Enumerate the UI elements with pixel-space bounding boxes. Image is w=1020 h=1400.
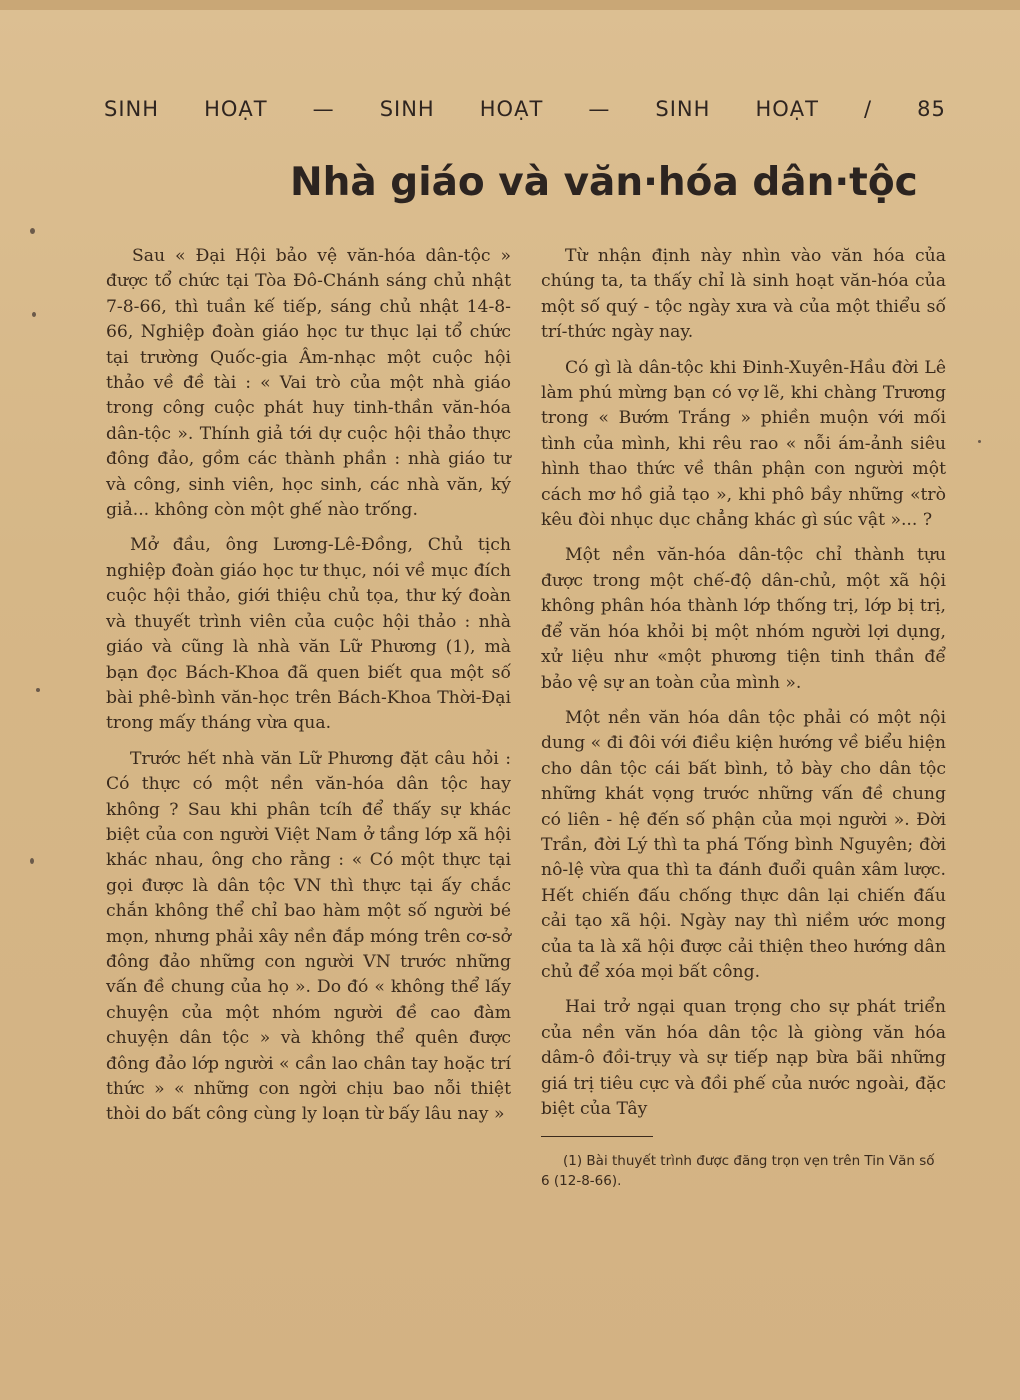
paragraph: Mở đầu, ông Lương-Lê-Đồng, Chủ tịch nghiệp đoàn giáo học tư thục, nói về mục đích cuộc hội thảo, giới thiệu chủ tọa, thư ký đoàn và thuyết trình viên của cuộc hội thảo : nhà giáo và cũng là nhà văn Lữ Phương (1), mà bạn đọc Bách-Khoa đã quen biết qua một số bài phê-bình văn-học trên Bách-Khoa Thời-Đại trong mấy tháng vừa qua.: [106, 535, 511, 734]
header-word: HOẠT: [479, 97, 544, 121]
paragraph: Có gì là dân-tộc khi Đinh-Xuyên-Hầu đời Lê làm phú mừng bạn có vợ lẽ, khi chàng Trương trong « Bướm Trắng » phiền muộn với mối tình của mình, khi rêu rao « nỗi ám-ảnh siêu hình thao thức về thân phận con người một cách mơ hồ giả tạo », khi phô bầy những «trò kêu đòi nhục dục chẳng khác gì súc vật »... ?: [541, 357, 946, 531]
page-number: 85: [917, 97, 946, 121]
print-speck: [30, 858, 34, 864]
print-speck: [978, 440, 981, 443]
paragraph: Một nền văn-hóa dân-tộc chỉ thành tựu được trong một chế-độ dân-chủ, một xã hội không phân hóa thành lớp thống trị, lớp bị trị, để văn hóa khỏi bị một nhóm người lợi dụng, xử liệu như «một phương tiện tinh thần để bảo vệ sự an toàn của mình ».: [541, 545, 946, 693]
header-word: HOẠT: [755, 97, 819, 121]
paragraph: Sau « Đại Hội bảo vệ văn-hóa dân-tộc » được tổ chức tại Tòa Đô-Chánh sáng chủ nhật 7-8-66, thì tuần kế tiếp, sáng chủ nhật 14-8-66, Nghiệp đoàn giáo học tư thục lại tổ chức tại trường Quốc-gia Âm-nhạc một cuộc hội thảo về đề tài : « Vai trò của một nhà giáo trong công cuộc phát huy tinh-thần văn-hóa dân-tộc ». Thính giả tới dự cuộc hội thảo thực đông đảo, gồm các thành phần : nhà giáo tư và công, sinh viên, học sinh, các nhà văn, ký giả... không còn một ghế nào trống.: [106, 246, 511, 521]
print-speck: [36, 688, 40, 692]
print-speck: [32, 312, 36, 317]
right-column: [541, 244, 946, 1191]
header-word: SINH: [104, 97, 160, 121]
page-top-edge: [0, 0, 1020, 10]
header-dash: —: [312, 97, 335, 121]
running-header: [104, 94, 946, 124]
footnote: (1) Bài thuyết trình được đăng trọn vẹn trên Tin Văn số 6 (12-8-66).: [541, 1153, 935, 1190]
paragraph: Trước hết nhà văn Lữ Phương đặt câu hỏi : Có thực có một nền văn-hóa dân tộc hay không ? Sau khi phân tcíh để thấy sự khác biệt của con người Việt Nam ở tầng lớp xã hội khác nhau, ông cho rằng : « Có một thực tại gọi được là dân tộc VN thì thực tại ấy chắc chắn không thể chỉ bao hàm một số người bé mọn, nhưng phải xây nền đắp móng trên cơ-sở đông đảo những con người VN trước những vấn đề chung của họ ». Do đó « không thể lấy chuyện của một nhóm người đề cao đàm chuyện dân tộc » và không thể quên được đông đảo lớp người « cần lao chân tay hoặc trí thức » « những con ngời chịu bao nỗi thiệt thòi do bất công cùng ly loạn từ bấy lâu nay »: [106, 748, 511, 1125]
paragraph: Một nền văn hóa dân tộc phải có một nội dung « đi đôi với điều kiện hướng về biểu hiện cho dân tộc cái bất bình, tỏ bày cho dân tộc những khát vọng trước những vấn đề chung có liên - hệ đến số phận của mọi người ». Đời Trần, đời Lý thì ta phá Tống bình Nguyên; đời nô-lệ vừa qua thì ta đánh đuổi quân xâm lược. Hết chiến đấu chống thực dân lại chiến đấu cải tạo xã hội. Ngày nay thì niềm ước mong của ta là xã hội được cải thiện theo hướng dân chủ để xóa mọi bất công.: [541, 707, 946, 982]
header-word: HOẠT: [204, 97, 268, 121]
left-column: [106, 244, 511, 1138]
print-speck: [30, 228, 35, 234]
header-word: SINH: [655, 97, 711, 121]
header-slash: /: [864, 97, 873, 121]
article-title: Nhà giáo và văn·hóa dân·tộc: [290, 160, 918, 205]
paragraph: Từ nhận định này nhìn vào văn hóa của chúng ta, ta thấy chỉ là sinh hoạt văn-hóa của một số quý - tộc ngày xưa và của một thiểu số trí-thức ngày nay.: [541, 246, 946, 343]
footnote-rule: [541, 1136, 653, 1137]
paragraph: Hai trở ngại quan trọng cho sự phát triển của nền văn hóa dân tộc là giòng văn hóa dâm-ô đồi-trụy và sự tiếp nạp bừa bãi những giá trị tiêu cực và đồi phế của nước ngoài, đặc biệt của Tây: [541, 997, 946, 1119]
header-word: SINH: [379, 97, 435, 121]
header-dash: —: [588, 97, 611, 121]
